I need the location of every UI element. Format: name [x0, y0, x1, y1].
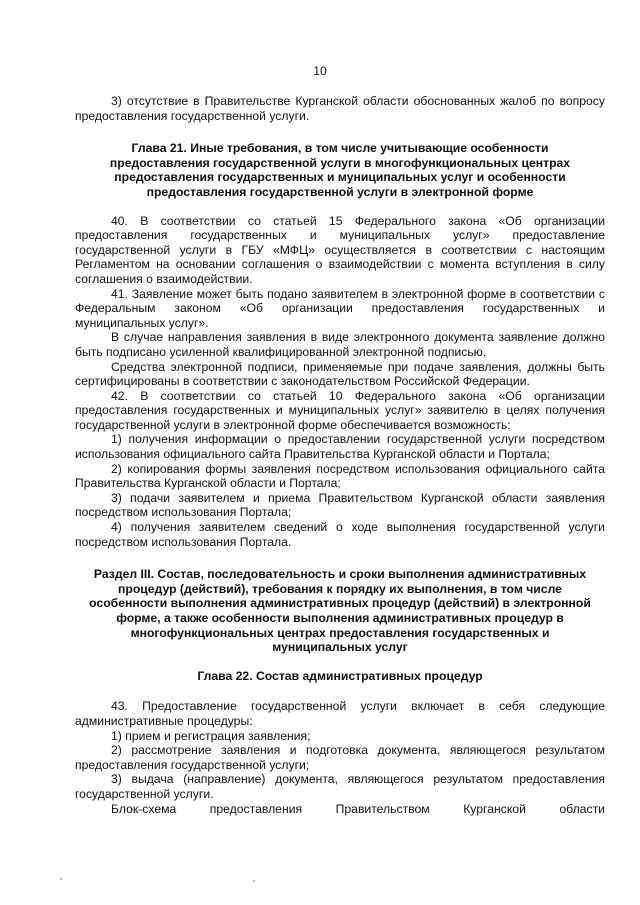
- section-3-line: форме, а также особенности выполнения административных процедур в: [116, 611, 564, 625]
- last-line-word: области: [559, 801, 605, 816]
- last-line-word: Блок-схема: [111, 801, 177, 816]
- chapter-21-line: предоставления государственных и муниципальных услуг и особенности: [114, 170, 566, 185]
- section-3-line: особенности выполнения административных процедур (действий) в электронной: [89, 596, 591, 611]
- paragraph-42-item-3: 3) подачи заявителем и приема Правительством Курганской области заявления посредством использования Портала;: [75, 490, 605, 520]
- paragraph-43-item-2: 2) рассмотрение заявления и подготовка документа, являющегося результатом предоставления государственной услуги;: [75, 743, 605, 772]
- paragraph-42-item-1: 1) получения информации о предоставлении государственной услуги посредством использования официального сайта Правительства Курганской области и Портала;: [75, 432, 605, 462]
- paragraph-43-item-3: 3) выдача (направление) документа, являющегося результатом предоставления государственной услуги.: [75, 772, 605, 801]
- chapter-22-heading: Глава 22. Состав административных процедур: [197, 668, 483, 683]
- section-3-heading: [75, 567, 605, 655]
- paragraph-41: 41. Заявление может быть подано заявителем в электронной форме в соответствии с Федеральным законом «Об организации предоставления государственных и муниципальных услуг».: [75, 286, 605, 330]
- chapter-21-heading: [75, 141, 605, 199]
- scan-speck: [253, 880, 255, 882]
- paragraph-42-item-4: 4) получения заявителем сведений о ходе выполнения государственной услуги посредством использования Портала.: [75, 520, 605, 549]
- last-line-word: предоставления: [209, 801, 303, 816]
- last-line-block-scheme: [75, 802, 605, 817]
- paragraph-42: 42. В соответствии со статьей 10 Федерального закона «Об организации предоставления государственных и муниципальных услуг» заявителю в целях получения государственной услуги в электронной форме обеспечивается возможность:: [75, 388, 605, 432]
- paragraph-item-3: 3) отсутствие в Правительстве Курганской области обоснованных жалоб по вопросу предоставления государственной услуги.: [75, 94, 605, 123]
- last-line-word: Правительством: [335, 801, 430, 816]
- paragraph-43: 43. Предоставление государственной услуги включает в себя следующие административные процедуры:: [75, 699, 605, 728]
- paragraph-42-item-2: 2) копирования формы заявления посредством использования официального сайта Правительства Курганской области и Портала;: [75, 461, 605, 491]
- paragraph-41-electronic-signature: В случае направления заявления в виде электронного документа заявление должно быть подписано усиленной квалифицированной электронной подписью.: [75, 330, 605, 359]
- section-3-line: многофункциональных центрах предоставления государственных и: [130, 625, 550, 640]
- last-line-word: Курганской: [463, 801, 526, 816]
- paragraph-43-item-1: 1) прием и регистрация заявления;: [111, 728, 311, 743]
- scan-speck: [60, 878, 62, 880]
- section-3-line: Раздел III. Состав, последовательность и сроки выполнения административных: [93, 567, 587, 582]
- chapter-21-line: предоставления государственной услуги в электронной форме: [146, 184, 534, 199]
- chapter-21-line: Глава 21. Иные требования, в том числе учитывающие особенности: [131, 141, 549, 156]
- page-content: [75, 94, 605, 816]
- paragraph-40: 40. В соответствии со статьей 15 Федерального закона «Об организации предоставления государственных и муниципальных услуг» предоставление государственной услуги в ГБУ «МФЦ» осуществляется в соответствии с настоящим Регламентом на основании соглашения о взаимодействии с момента вступления в силу соглашения о взаимодействии.: [75, 213, 605, 286]
- page-number: 10: [313, 64, 327, 78]
- section-3-line: процедур (действий), требования к порядку их выполнения, в том числе: [118, 581, 562, 596]
- chapter-21-line: предоставления государственной услуги в многофункциональных центрах: [109, 155, 571, 170]
- paragraph-41-signature-tools: Средства электронной подписи, применяемые при подаче заявления, должны быть сертифицированы в соответствии с законодательством Российской Федерации.: [75, 359, 605, 389]
- section-3-line: муниципальных услуг: [272, 640, 408, 655]
